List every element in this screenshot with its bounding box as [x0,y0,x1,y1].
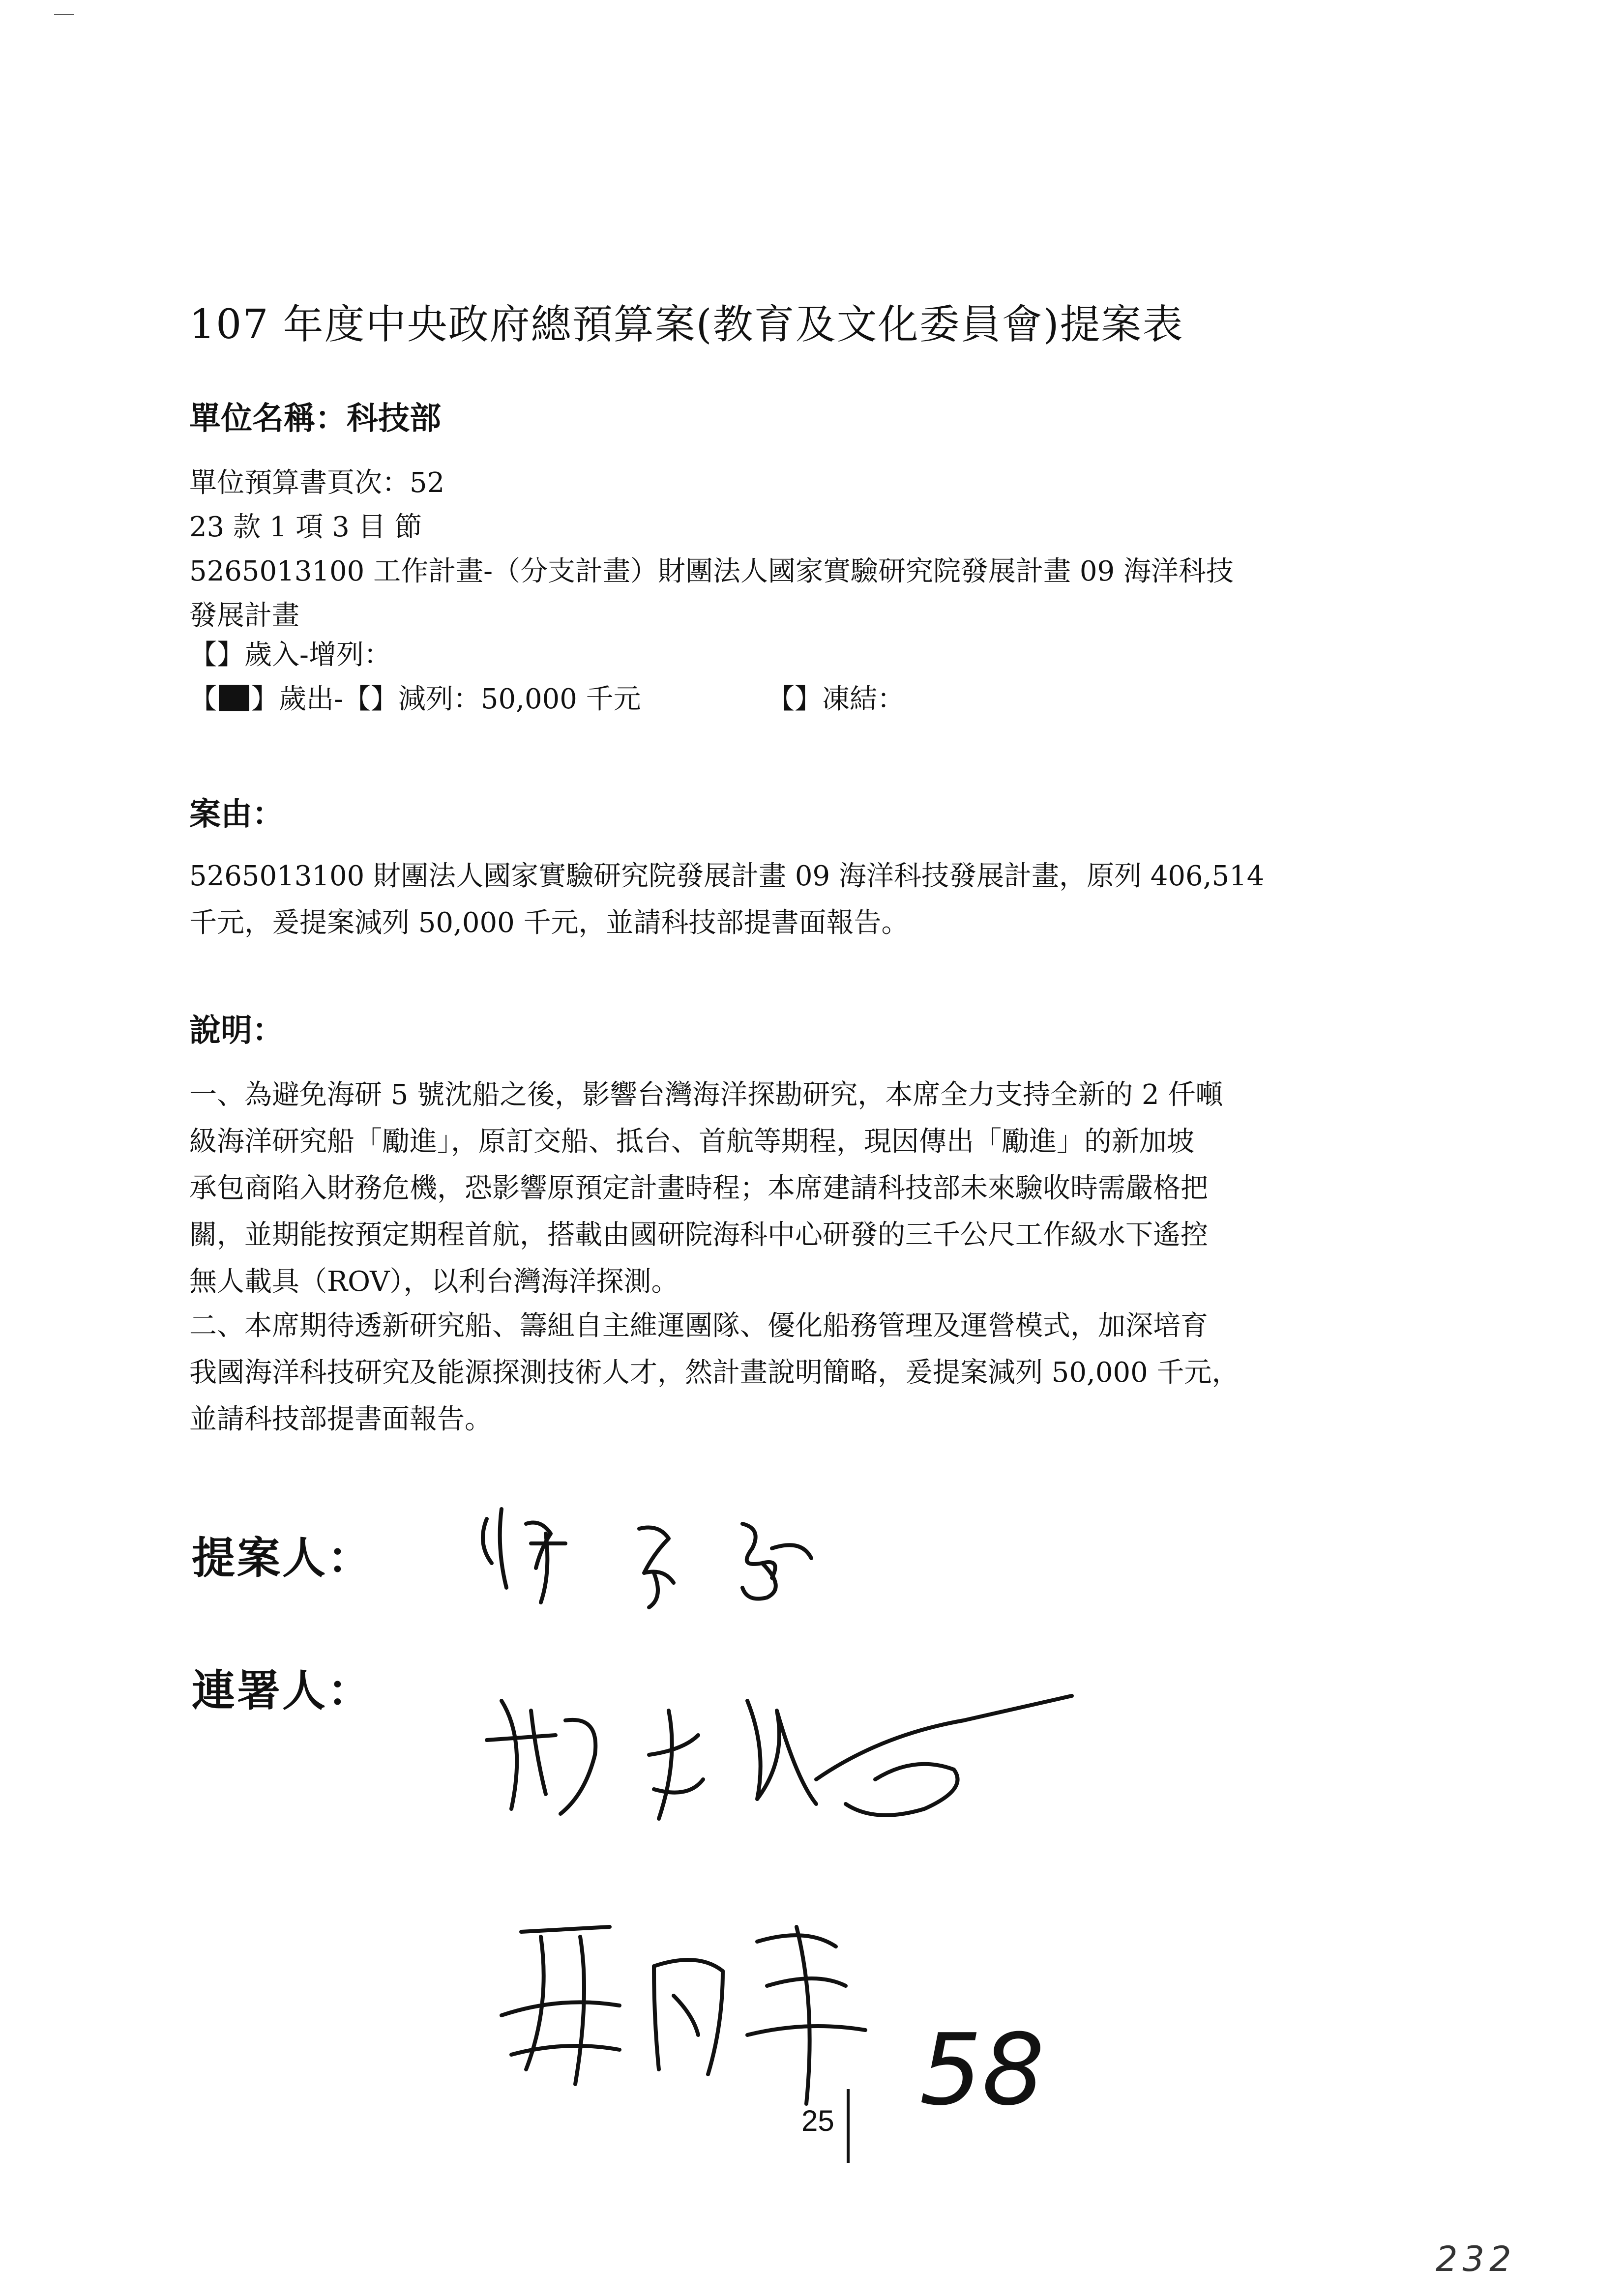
expense-check-open: 【 [189,683,217,715]
vertical-mark [847,2089,850,2163]
explanation-line: 並請科技部提書面報告。 [189,1403,492,1435]
explanation-line: 承包商陷入財務危機，恐影響原預定計畫時程；本席建請科技部未來驗收時需嚴格把 [189,1172,1208,1204]
corner-mark-text: 232 [1436,2239,1516,2279]
revenue-line: 【】歲入-增列： [189,639,391,671]
freeze-line: 【】凍結： [767,683,905,715]
explanation-line: 無人載具（ROV），以利台灣海洋探測。 [189,1266,679,1298]
reason-line-1: 5265013100 財團法人國家實驗研究院發展計畫 09 海洋科技發展計畫，原列 406,514 [189,860,1265,892]
expense-text: 歲出-【】減列：50,000 千元 [279,683,641,715]
explanation-heading: 說明： [189,1012,284,1049]
explanation-line: 關，並期能按預定期程首航，搭載由國研院海科中心研發的三千公尺工作級水下遙控 [189,1219,1208,1251]
cosigner-signature-1 [472,1681,1092,1888]
corner-mark [1436,2232,1583,2281]
explanation-line: 一、為避免海研 5 號沈船之後，影響台灣海洋探勘研究，本席全力支持全新的 2 仟噸 [189,1079,1223,1111]
expense-line [189,676,641,723]
cosigner-signature-2 [492,1907,934,2114]
explanation-line: 我國海洋科技研究及能源探測技術人才，然計畫說明簡略，爰提案減列 50,000 千元， [189,1357,1240,1389]
budget-page-line: 單位預算書頁次：52 [189,467,445,499]
item-line: 23 款 1 項 3 目 節 [189,511,422,543]
explanation-line: 二、本席期待透新研究船、籌組自主維運團隊、優化船務管理及運營模式，加深培育 [189,1310,1208,1342]
expense-check-close: 】 [251,683,279,715]
handwritten-number [915,2005,1082,2123]
reason-line-2: 千元，爰提案減列 50,000 千元，並請科技部提書面報告。 [189,907,909,939]
proposer-signature [467,1489,860,1617]
cosigner-label: 連署人： [192,1666,373,1715]
reason-heading: 案由： [189,796,284,833]
scan-mark [54,14,74,15]
document-title: 107 年度中央政府總預算案(教育及文化委員會)提案表 [189,301,1184,348]
unit-name: 單位名稱：科技部 [189,400,441,437]
proposer-label: 提案人： [192,1534,373,1582]
handwritten-number-text: 58 [919,2013,1045,2123]
explanation-line: 級海洋研究船「勵進」，原訂交船、抵台、首航等期程，現因傳出「勵進」的新加坡 [189,1126,1194,1158]
plan-line-2: 發展計畫 [189,600,299,632]
checked-box-icon [219,685,249,711]
page-number: 25 [801,2104,834,2137]
plan-line-1: 5265013100 工作計畫-（分支計畫）財團法人國家實驗研究院發展計畫 09 海洋科技 [189,555,1234,587]
